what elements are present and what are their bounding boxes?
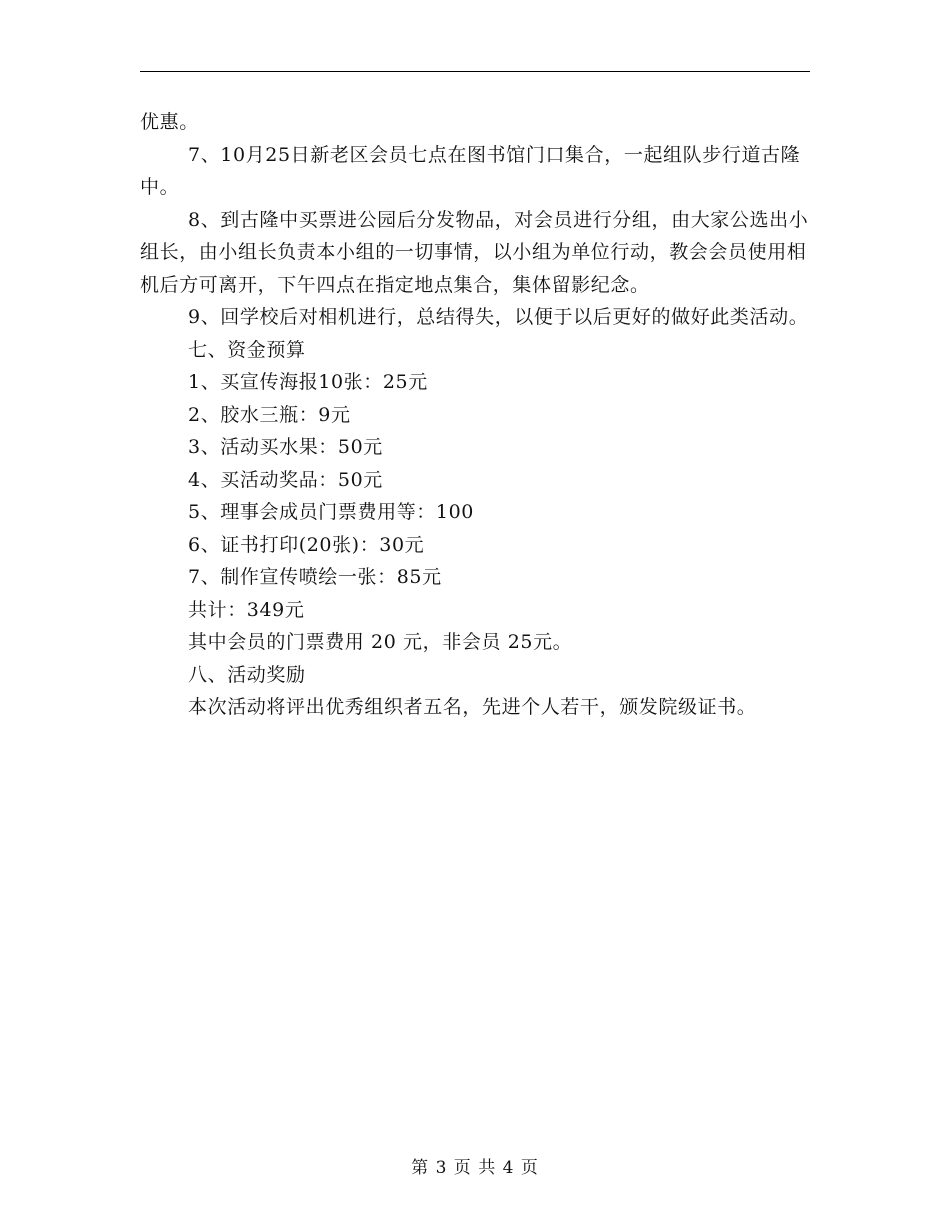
paragraph: 7、10月25日新老区会员七点在图书馆门口集合，一起组队步行道古隆中。 — [140, 143, 801, 198]
budget-item: 6、证书打印(20张)：30元 — [188, 533, 425, 556]
ticket-note: 其中会员的门票费用 20 元，非会员 25元。 — [188, 631, 573, 653]
budget-item: 3、活动买水果：50元 — [188, 436, 383, 458]
budget-item: 2、胶水三瓶：9元 — [188, 403, 351, 426]
section-heading: 七、资金预算 — [188, 338, 306, 361]
budget-item: 5、理事会成员门票费用等：100 — [188, 501, 474, 523]
page-number: 第 3 页 共 4 页 — [411, 1158, 539, 1178]
document-body — [140, 106, 812, 724]
budget-item: 1、买宣传海报10张：25元 — [188, 371, 428, 393]
paragraph: 9、回学校后对相机进行，总结得失，以便于以后更好的做好此类活动。 — [188, 306, 809, 328]
header-rule — [140, 71, 810, 72]
budget-item: 4、买活动奖品：50元 — [188, 468, 383, 491]
paragraph: 优惠。 — [140, 111, 199, 133]
paragraph: 本次活动将评出优秀组织者五名，先进个人若干，颁发院级证书。 — [188, 696, 757, 718]
paragraph: 8、到古隆中买票进公园后分发物品，对会员进行分组，由大家公选出小组长，由小组长负责本小组的一切事情，以小组为单位行动，教会会员使用相机后方可离开，下午四点在指定地点集合，集体留影纪念。 — [140, 208, 809, 296]
budget-item: 7、制作宣传喷绘一张：85元 — [188, 566, 442, 588]
budget-total: 共计：349元 — [188, 598, 305, 621]
section-heading: 八、活动奖励 — [188, 663, 306, 686]
